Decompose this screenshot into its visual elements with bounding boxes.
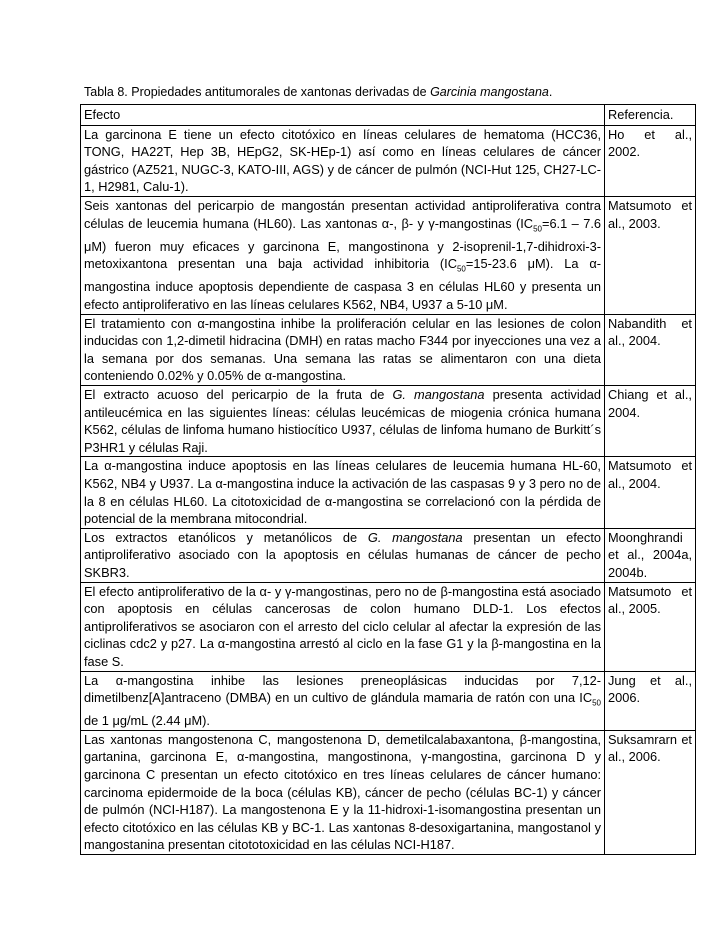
effect-cell: Los extractos etanólicos y metanólicos de G. mangostana presentan un efecto antiproliferativo asociado con la apoptosis en células humanas de cáncer de pecho SKBR3. [81, 528, 605, 582]
effect-cell: Seis xantonas del pericarpio de mangostán presentan actividad antiproliferativa contra células de leucemia humana (HL60). Las xantonas α-, β- y γ-mangostinas ($IC_{50}=6.1 - 7.6$ μM) fueron muy eficaces y garcinona E, mangostinona y 2-isoprenil-1,7-dihidroxi-3-metoxixantona presentan una baja actividad inhibitoria ($IC_{50}=15-23.6$ μM). La α-mangostina induce apoptosis dependiente de caspasa 3 en células HL60 y presenta un efecto antiproliferativo en las líneas celulares K562, NB4, U937 a 5-10 μM. [81, 196, 605, 314]
reference-cell: Nabandith et al., 2004. [605, 314, 696, 385]
effect-cell: La α-mangostina inhibe las lesiones preneoplásicas inducidas por 7,12-dimetilbenz[A]antraceno (DMBA) en un cultivo de glándula mamaria de ratón con una $IC_{50}$ de 1 μg/mL (2.44 μM). [81, 671, 605, 730]
table-row [81, 528, 696, 582]
reference-cell: Ho et al., 2002. [605, 125, 696, 196]
antitumor-table [80, 104, 696, 855]
table-header-row [81, 105, 696, 126]
table-row [81, 196, 696, 314]
header-effect: Efecto [81, 105, 605, 126]
effect-cell: El extracto acuoso del pericarpio de la fruta de G. mangostana presenta actividad antileucémica en las siguientes líneas: células leucémicas de miogenia crónica humana K562, células de linfoma humano histiocítico U937, células de linfoma humano de Burkitt´s P3HR1 y células Raji. [81, 386, 605, 457]
caption-prefix: Tabla 8. Propiedades antitumorales de xantonas derivadas de [84, 85, 431, 99]
effect-cell: El efecto antiproliferativo de la α- y γ-mangostinas, pero no de β-mangostina está asociado con apoptosis en células cancerosas de colon humano DLD-1. Los efectos antiproliferativos se asociaron con el arresto del ciclo celular al afectar la expresión de las ciclinas cdc2 y p27. La α-mangostina arrestó al ciclo en la fase G1 y la β-mangostina en la fase S. [81, 582, 605, 671]
reference-cell: Matsumoto et al., 2003. [605, 196, 696, 314]
table-row [81, 457, 696, 528]
effect-cell: Las xantonas mangostenona C, mangostenona D, demetilcalabaxantona, β-mangostina, gartanina, garcinona E, α-mangostina, mangostinona, γ-mangostina, garcinona D y garcinona C presentan un efecto citotóxico en tres líneas celulares de cáncer humano: carcinoma epidermoide de la boca (células KB), cáncer de pecho (células BC-1) y cáncer de pulmón (NCI-H187). La mangostenona E y la 11-hidroxi-1-isomangostina presentan un efecto citotóxico en las células KB y BC-1. Las xantonas 8-desoxigartanina, mangostanol y mangostanina presentan citototoxicidad en las células NCI-H187. [81, 730, 605, 854]
header-reference: Referencia. [605, 105, 696, 126]
table-row [81, 125, 696, 196]
effect-cell: La α-mangostina induce apoptosis en las líneas celulares de leucemia humana HL-60, K562, NB4 y U937. La α-mangostina induce la activación de las caspasas 9 y 3 pero no de la 8 en células HL60. La citotoxicidad de α-mangostina se correlacionó con la pérdida de potencial de la membrana mitocondrial. [81, 457, 605, 528]
table-row [81, 582, 696, 671]
table-row [81, 730, 696, 854]
caption-suffix: . [548, 85, 553, 99]
table-row [81, 671, 696, 730]
reference-cell: Matsumoto et al., 2004. [605, 457, 696, 528]
table-row [81, 386, 696, 457]
table-row [81, 314, 696, 385]
effect-cell: El tratamiento con α-mangostina inhibe la proliferación celular en las lesiones de colon inducidas con 1,2-dimetil hidracina (DMH) en ratas macho F344 por inyecciones una vez a la semana por dos semanas. Una semana las ratas se alimentaron con una dieta conteniendo 0.02% y 0.05% de α-mangostina. [81, 314, 605, 385]
caption-species: Garcinia mangostana [430, 85, 549, 99]
effect-cell: La garcinona E tiene un efecto citotóxico en líneas celulares de hematoma (HCC36, TONG, HA22T, Hep 3B, HEpG2, SK-HEp-1) así como en líneas celulares de cáncer gástrico (AZ521, NUGC-3, KATO-III, AGS) y de cáncer de pulmón (NCI-Hut 125, CH27-LC-1, H2981, Calu-1). [81, 125, 605, 196]
reference-cell: Jung et al., 2006. [605, 671, 696, 730]
reference-cell: Moonghrandi et al., 2004a, 2004b. [605, 528, 696, 582]
reference-cell: Suksamrarn et al., 2006. [605, 730, 696, 854]
reference-cell: Chiang et al., 2004. [605, 386, 696, 457]
table-caption [84, 84, 694, 100]
reference-cell: Matsumoto et al., 2005. [605, 582, 696, 671]
